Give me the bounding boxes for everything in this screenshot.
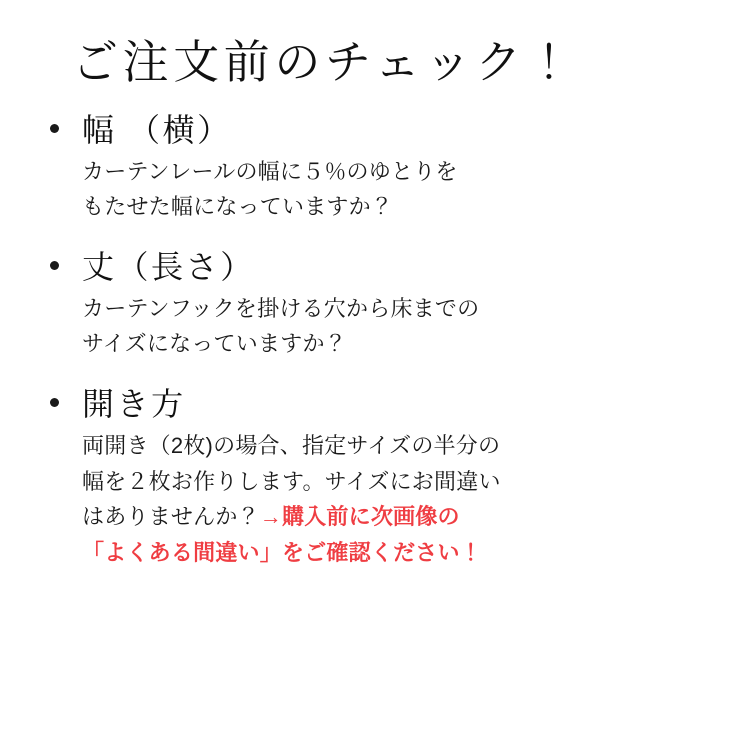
check-item-body — [82, 291, 690, 362]
body-line-prefix: はありませんか？ — [82, 504, 260, 530]
check-item-title: 幅 （横） — [82, 111, 232, 148]
check-item-body — [82, 154, 690, 225]
body-line: サイズになっていますか？ — [82, 331, 347, 357]
accent-notice-line: 「よくある間違い」をご確認ください！ — [82, 539, 482, 565]
body-line-with-accent — [82, 499, 690, 535]
check-item-title: 丈（長さ） — [82, 248, 255, 285]
body-line: 両開き（2枚)の場合、指定サイズの半分の — [82, 433, 501, 458]
bullet-dot-icon — [50, 261, 59, 270]
body-line: カーテンレールの幅に５％のゆとりを — [82, 158, 458, 184]
body-line: 幅を２枚お作りします。サイズにお間違い — [82, 468, 501, 494]
check-item-title: 開き方 — [82, 386, 186, 422]
body-line: カーテンフックを掛ける穴から床までの — [82, 295, 480, 321]
bullet-dot-icon — [50, 398, 59, 407]
check-item-width — [40, 110, 690, 225]
body-line: もたせた幅になっていますか？ — [82, 194, 394, 220]
bullet-dot-icon — [50, 124, 59, 133]
check-item-opening-style — [40, 384, 690, 571]
accent-call-to-action: →購入前に次画像の — [259, 504, 460, 530]
check-item-length — [40, 247, 690, 362]
page-title: ご注文前のチェック！ — [72, 36, 577, 88]
check-item-body — [82, 428, 690, 571]
check-list — [40, 110, 690, 571]
